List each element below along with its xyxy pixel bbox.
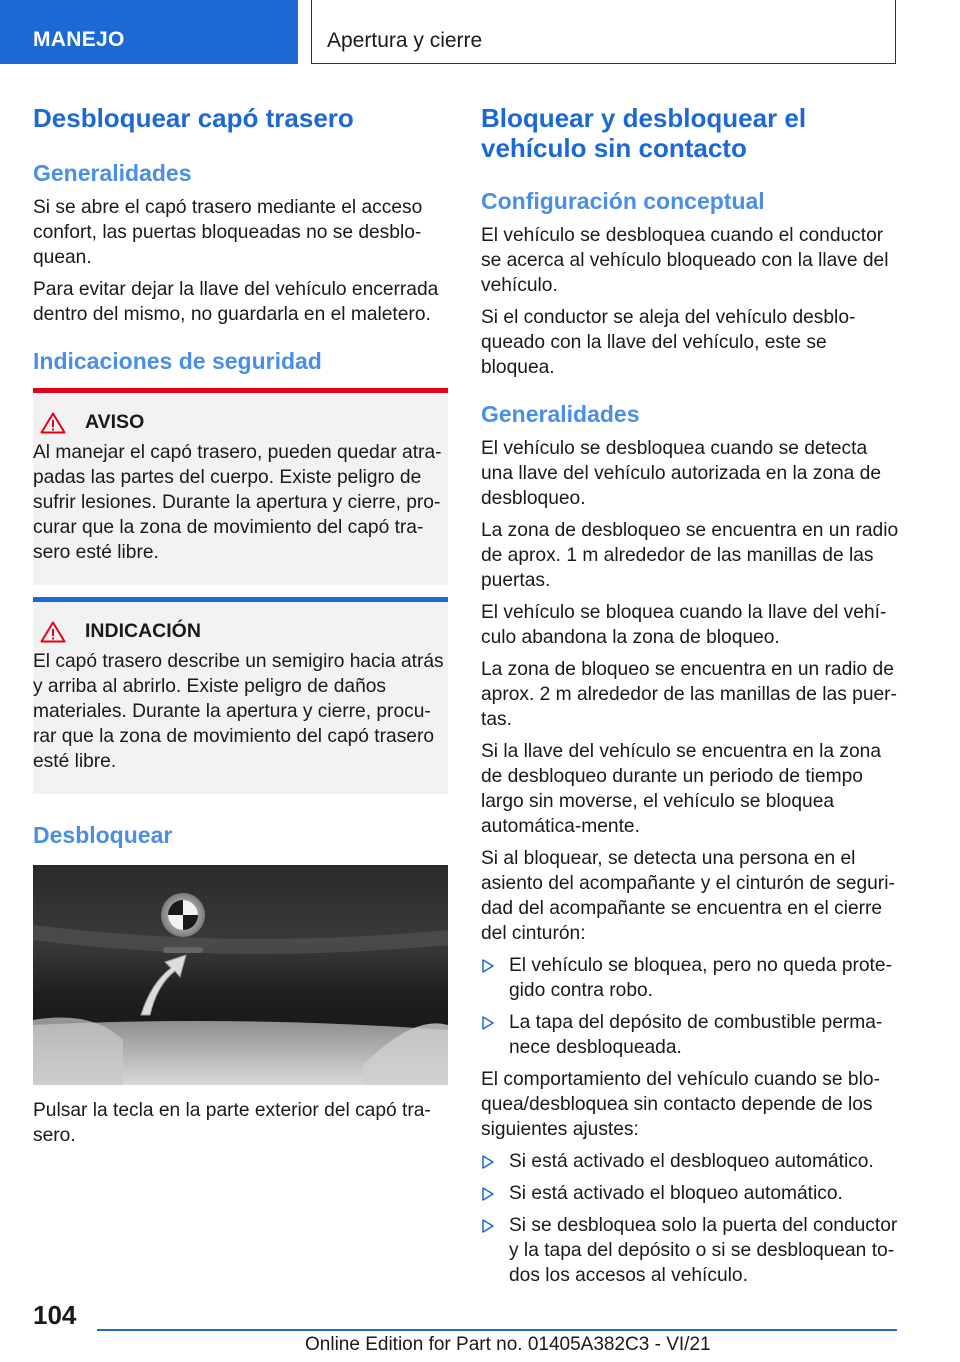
paragraph: Si se abre el capó trasero mediante el acceso confort, las puertas bloqueadas no se desblo-quean.	[33, 197, 423, 268]
list-item	[481, 1213, 899, 1288]
paragraph: La zona de bloqueo se encuentra en un radio de aprox. 2 m alrededor de las manillas de las puer-tas.	[481, 659, 897, 730]
notice-label: INDICACIÓN	[85, 620, 201, 642]
trunk-lid-illustration	[33, 865, 448, 1085]
section-tab	[0, 0, 298, 64]
triangle-bullet-icon	[481, 1187, 495, 1201]
subheading-unlock: Desbloquear	[33, 822, 173, 848]
section-heading-keyless: Bloquear y desbloquear el vehículo sin contacto	[481, 103, 807, 163]
paragraph: El comportamiento del vehículo cuando se blo-quea/desbloquea sin contacto depende de los siguientes ajustes:	[481, 1069, 880, 1140]
trunk-button-photo	[33, 865, 448, 1085]
triangle-bullet-icon	[481, 1155, 495, 1169]
paragraph: La zona de desbloqueo se encuentra en un radio de aprox. 1 m alrededor de las manillas de las puertas.	[481, 520, 899, 591]
subheading-general: Generalidades	[481, 401, 640, 427]
section-heading-unlock-trunk: Desbloquear capó trasero	[33, 103, 354, 133]
list-item	[481, 1149, 899, 1174]
warning-header	[40, 411, 448, 434]
left-column	[33, 100, 448, 1155]
warning-text: Al manejar el capó trasero, pueden quedar atra-padas las partes del cuerpo. Existe peligro de sufrir lesiones. Durante la apertura y cierre, pro-curar que la zona de movimiento del capó tra-sero esté libre.	[33, 442, 442, 563]
triangle-bullet-icon	[481, 1219, 495, 1233]
chapter-header	[311, 0, 896, 64]
subheading-safety: Indicaciones de seguridad	[33, 348, 322, 374]
list-item-text: Si está activado el desbloqueo automático.	[509, 1151, 874, 1172]
warning-triangle-icon	[40, 412, 66, 434]
footer-divider	[97, 1329, 897, 1331]
paragraph: El vehículo se desbloquea cuando el conductor se acerca al vehículo bloqueado con la llave del vehículo.	[481, 225, 889, 296]
list-item-text: La tapa del depósito de combustible perma-nece desbloqueada.	[509, 1012, 883, 1058]
warning-label: AVISO	[85, 411, 145, 433]
settings-list	[481, 1149, 899, 1288]
list-item-text: Si se desbloquea solo la puerta del conductor y la tapa del depósito o si se desbloquean to-dos los accesos al vehículo.	[509, 1215, 898, 1286]
list-item-text: Si está activado el bloqueo automático.	[509, 1183, 843, 1204]
list-item	[481, 1181, 899, 1206]
list-item	[481, 1010, 899, 1060]
warning-box	[33, 388, 448, 585]
list-item-text: El vehículo se bloquea, pero no queda prote-gido contra robo.	[509, 955, 892, 1001]
triangle-bullet-icon	[481, 1016, 495, 1030]
paragraph: Pulsar la tecla en la parte exterior del capó tra-sero.	[33, 1100, 431, 1146]
subheading-concept: Configuración conceptual	[481, 188, 765, 214]
subheading-general: Generalidades	[33, 160, 192, 186]
chapter-title: Apertura y cierre	[327, 29, 483, 52]
right-column	[481, 100, 899, 1295]
triangle-bullet-icon	[481, 959, 495, 973]
edition-info: Online Edition for Part no. 01405A382C3 - VI/21	[305, 1334, 711, 1355]
notice-box	[33, 597, 448, 794]
paragraph: Para evitar dejar la llave del vehículo encerrada dentro del mismo, no guardarla en el maletero.	[33, 279, 439, 325]
paragraph: Si el conductor se aleja del vehículo desblo-queado con la llave del vehículo, este se bloquea.	[481, 307, 856, 378]
page-number: 104	[33, 1300, 77, 1330]
section-title: MANEJO	[33, 28, 125, 51]
passenger-consequence-list	[481, 953, 899, 1060]
notice-header	[40, 620, 448, 643]
list-item	[481, 953, 899, 1003]
caution-triangle-icon	[40, 621, 66, 643]
paragraph: El vehículo se desbloquea cuando se detecta una llave del vehículo autorizada en la zona de desbloqueo.	[481, 438, 882, 509]
notice-text: El capó trasero describe un semigiro hacia atrás y arriba al abrirlo. Existe peligro de daños materiales. Durante la apertura y cierre, procu-rar que la zona de movimiento del capó trasero esté libre.	[33, 651, 444, 772]
paragraph: El vehículo se bloquea cuando la llave del vehí-culo abandona la zona de bloqueo.	[481, 602, 887, 648]
paragraph: Si la llave del vehículo se encuentra en la zona de desbloqueo durante un periodo de tiempo largo sin moverse, el vehículo se bloquea automática-mente.	[481, 741, 881, 837]
paragraph: Si al bloquear, se detecta una persona en el asiento del acompañante y el cinturón de seguri-dad del acompañante se encuentra en el cierre del cinturón:	[481, 848, 895, 944]
